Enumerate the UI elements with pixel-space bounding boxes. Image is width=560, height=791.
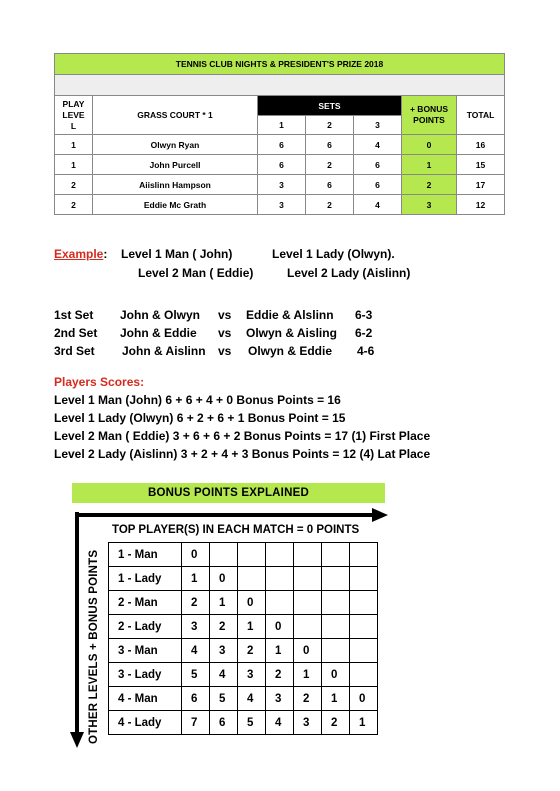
cell-name: Eddie Mc Grath — [93, 195, 258, 215]
player-score-line: Level 2 Lady (Aislinn) 3 + 2 + 4 + 3 Bonus Points = 12 (4) Lat Place — [54, 447, 431, 461]
bonus-value: 0 — [322, 663, 350, 687]
set-vs: vs — [218, 326, 232, 340]
set-name: 2nd Set — [54, 326, 98, 340]
set-name: 3rd Set — [54, 344, 95, 358]
bonus-row — [109, 543, 378, 567]
bonus-value: 4 — [266, 711, 294, 735]
bonus-row-label: 3 - Lady — [109, 663, 182, 687]
bonus-value — [210, 543, 238, 567]
bonus-value — [238, 543, 266, 567]
bonus-value — [322, 543, 350, 567]
cell-set2: 6 — [306, 175, 354, 195]
bonus-row — [109, 567, 378, 591]
bonus-value: 2 — [322, 711, 350, 735]
bonus-row — [109, 687, 378, 711]
set-number: 3 — [354, 116, 402, 135]
cell-set1: 6 — [258, 135, 306, 155]
cell-set1: 3 — [258, 195, 306, 215]
bonus-value: 2 — [266, 663, 294, 687]
bonus-grid — [108, 542, 378, 735]
right-arrow-icon — [76, 508, 388, 524]
example-l2-man: Level 2 Man ( Eddie) — [138, 266, 254, 280]
bonus-value: 0 — [266, 615, 294, 639]
bonus-value: 1 — [294, 663, 322, 687]
cell-total: 16 — [457, 135, 505, 155]
bonus-value: 3 — [210, 639, 238, 663]
bonus-value — [294, 543, 322, 567]
players-scores-heading: Players Scores: — [54, 375, 145, 389]
set-team-a: John & Olwyn — [120, 308, 201, 322]
cell-level: 1 — [55, 135, 93, 155]
cell-set3: 6 — [354, 155, 402, 175]
bonus-value: 2 — [294, 687, 322, 711]
player-score-line: Level 1 Lady (Olwyn) 6 + 2 + 6 + 1 Bonus Point = 15 — [54, 411, 346, 425]
bonus-row-label: 1 - Man — [109, 543, 182, 567]
set-score: 6-2 — [355, 326, 373, 340]
bonus-row-label: 1 - Lady — [109, 567, 182, 591]
player-score-line: Level 2 Man ( Eddie) 3 + 6 + 6 + 2 Bonus Points = 17 (1) First Place — [54, 429, 431, 443]
bonus-banner: BONUS POINTS EXPLAINED — [72, 483, 385, 503]
cell-bonus: 0 — [402, 135, 457, 155]
bonus-value: 7 — [182, 711, 210, 735]
col-court: GRASS COURT * 1 — [93, 96, 258, 135]
bonus-value: 4 — [238, 687, 266, 711]
set-score: 6-3 — [355, 308, 373, 322]
bonus-value: 6 — [210, 711, 238, 735]
bonus-value — [350, 615, 378, 639]
cell-set2: 6 — [306, 135, 354, 155]
example-l1-man: Level 1 Man ( John) — [121, 247, 233, 261]
set-team-a: John & Aislinn — [122, 344, 206, 358]
bonus-value: 3 — [182, 615, 210, 639]
set-number: 1 — [258, 116, 306, 135]
cell-set2: 2 — [306, 195, 354, 215]
bonus-value: 3 — [266, 687, 294, 711]
col-bonus: + BONUS POINTS — [402, 96, 457, 135]
cell-name: Olwyn Ryan — [93, 135, 258, 155]
blank-row — [55, 75, 505, 96]
cell-set3: 6 — [354, 175, 402, 195]
set-vs: vs — [218, 344, 232, 358]
bonus-value: 0 — [210, 567, 238, 591]
example-colon: : — [103, 247, 108, 261]
bonus-value: 0 — [238, 591, 266, 615]
cell-set3: 4 — [354, 135, 402, 155]
cell-name: John Purcell — [93, 155, 258, 175]
cell-set3: 4 — [354, 195, 402, 215]
bonus-value — [322, 567, 350, 591]
cell-bonus: 2 — [402, 175, 457, 195]
bonus-value — [322, 615, 350, 639]
bonus-value — [350, 591, 378, 615]
bonus-value — [294, 591, 322, 615]
bonus-value: 2 — [210, 615, 238, 639]
bonus-row — [109, 711, 378, 735]
col-sets: SETS — [258, 96, 402, 116]
player-score-line: Level 1 Man (John) 6 + 6 + 4 + 0 Bonus Points = 16 — [54, 393, 341, 407]
cell-total: 12 — [457, 195, 505, 215]
set-team-b: Olwyn & Aisling — [246, 326, 337, 340]
top-label: TOP PLAYER(S) IN EACH MATCH = 0 POINTS — [112, 524, 360, 536]
set-vs: vs — [218, 308, 232, 322]
bonus-value: 0 — [182, 543, 210, 567]
bonus-value — [322, 591, 350, 615]
bonus-row-label: 4 - Man — [109, 687, 182, 711]
cell-set1: 3 — [258, 175, 306, 195]
bonus-value: 2 — [182, 591, 210, 615]
bonus-value — [266, 567, 294, 591]
table-row — [55, 195, 505, 215]
bonus-value: 1 — [322, 687, 350, 711]
cell-name: Aiislinn Hampson — [93, 175, 258, 195]
bonus-row-label: 4 - Lady — [109, 711, 182, 735]
bonus-row — [109, 639, 378, 663]
bonus-value — [350, 663, 378, 687]
bonus-value: 4 — [210, 663, 238, 687]
table-row — [55, 135, 505, 155]
bonus-value — [350, 639, 378, 663]
bonus-value: 1 — [238, 615, 266, 639]
bonus-row — [109, 615, 378, 639]
bonus-value — [266, 591, 294, 615]
cell-level: 2 — [55, 195, 93, 215]
bonus-value: 1 — [182, 567, 210, 591]
cell-level: 2 — [55, 175, 93, 195]
down-arrow-icon — [70, 512, 84, 748]
bonus-row-label: 2 - Lady — [109, 615, 182, 639]
cell-set2: 2 — [306, 155, 354, 175]
bonus-value — [294, 615, 322, 639]
example-l2-lady: Level 2 Lady (Aislinn) — [287, 266, 411, 280]
cell-total: 15 — [457, 155, 505, 175]
cell-total: 17 — [457, 175, 505, 195]
example-line-1 — [54, 247, 107, 261]
bonus-value: 3 — [294, 711, 322, 735]
bonus-value: 6 — [182, 687, 210, 711]
bonus-value — [350, 567, 378, 591]
set-score: 4-6 — [357, 344, 375, 358]
cell-level: 1 — [55, 155, 93, 175]
bonus-value: 3 — [238, 663, 266, 687]
cell-bonus: 1 — [402, 155, 457, 175]
bonus-value: 5 — [210, 687, 238, 711]
side-label: OTHER LEVELS + BONUS POINTS — [88, 549, 100, 744]
cell-set1: 6 — [258, 155, 306, 175]
bonus-value: 2 — [238, 639, 266, 663]
set-number: 2 — [306, 116, 354, 135]
score-table — [54, 53, 505, 215]
bonus-value: 1 — [210, 591, 238, 615]
col-play-level: PLAY LEVE L — [55, 96, 93, 135]
bonus-value: 5 — [238, 711, 266, 735]
table-row — [55, 155, 505, 175]
table-row — [55, 175, 505, 195]
bonus-row-label: 2 - Man — [109, 591, 182, 615]
bonus-value — [322, 639, 350, 663]
set-team-b: Olwyn & Eddie — [248, 344, 333, 358]
bonus-value: 5 — [182, 663, 210, 687]
bonus-value: 0 — [294, 639, 322, 663]
cell-bonus: 3 — [402, 195, 457, 215]
bonus-value: 1 — [350, 711, 378, 735]
set-team-a: John & Eddie — [120, 326, 197, 340]
col-total: TOTAL — [457, 96, 505, 135]
table-title: TENNIS CLUB NIGHTS & PRESIDENT'S PRIZE 2018 — [55, 54, 505, 75]
bonus-row — [109, 591, 378, 615]
example-l1-lady: Level 1 Lady (Olwyn). — [272, 247, 395, 261]
bonus-row-label: 3 - Man — [109, 639, 182, 663]
example-label: Example — [54, 247, 104, 261]
bonus-value — [238, 567, 266, 591]
bonus-row — [109, 663, 378, 687]
bonus-value — [294, 567, 322, 591]
set-team-b: Eddie & Alslinn — [246, 308, 334, 322]
bonus-value: 4 — [182, 639, 210, 663]
bonus-value: 0 — [350, 687, 378, 711]
bonus-value — [266, 543, 294, 567]
bonus-value — [350, 543, 378, 567]
bonus-value: 1 — [266, 639, 294, 663]
set-name: 1st Set — [54, 308, 94, 322]
